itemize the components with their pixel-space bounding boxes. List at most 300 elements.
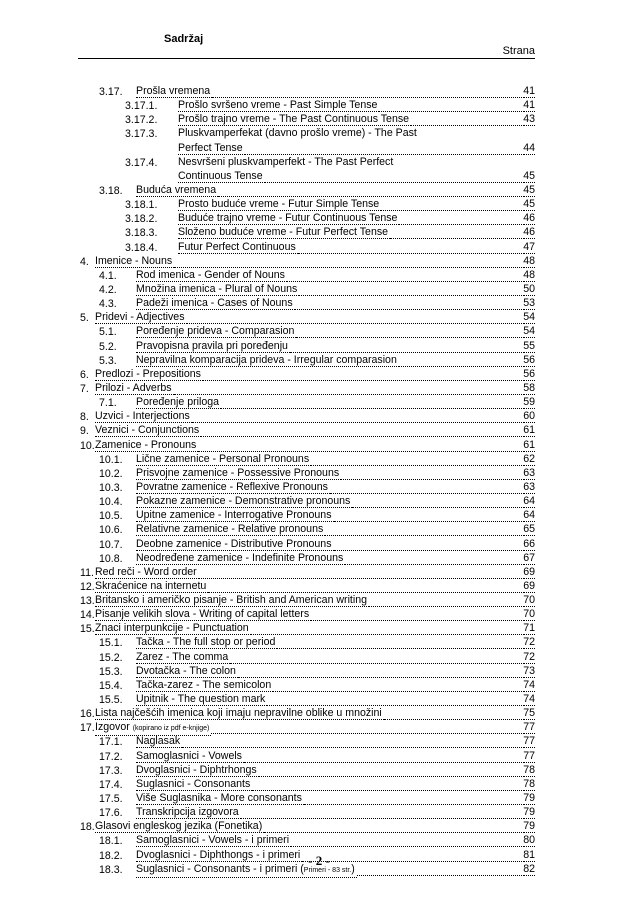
toc-entry[interactable] bbox=[0, 113, 638, 127]
toc-entry-page: 75 bbox=[523, 707, 535, 720]
toc-dot-leader bbox=[399, 354, 522, 367]
toc-entry-page: 58 bbox=[523, 381, 535, 394]
toc-entry-number: 3.18.3. bbox=[125, 227, 158, 240]
toc-dot-leader bbox=[298, 241, 522, 254]
toc-entry-title-text: Continuous Tense bbox=[178, 169, 263, 182]
toc-entry-title-text: Dvoglasnici - Diphtrhongs bbox=[136, 763, 257, 776]
toc-entry-title bbox=[95, 368, 203, 381]
toc-entry[interactable] bbox=[0, 283, 638, 297]
toc-entry-title bbox=[136, 269, 287, 282]
toc-entry-page: 60 bbox=[523, 410, 535, 423]
toc-dot-leader bbox=[230, 651, 522, 664]
toc-entry-title bbox=[95, 311, 187, 324]
toc-entry-page: 53 bbox=[523, 297, 535, 310]
toc-entry-title-text: Neodređene zamenice - Indefinite Pronouns bbox=[136, 551, 344, 564]
toc-entry-number: 10.7. bbox=[99, 538, 123, 551]
toc-entry[interactable] bbox=[0, 481, 638, 495]
toc-entry-title-text: Buduća vremena bbox=[136, 183, 217, 196]
toc-entry-title bbox=[95, 721, 211, 736]
toc-entry-page: 54 bbox=[523, 311, 535, 324]
page-title: Sadržaj bbox=[164, 33, 204, 45]
toc-entry[interactable] bbox=[0, 509, 638, 523]
toc-entry-title bbox=[178, 198, 381, 211]
toc-entry-title-text: Zamenice - Pronouns bbox=[95, 438, 197, 451]
toc-dot-leader bbox=[265, 170, 523, 183]
toc-entry-page: 59 bbox=[523, 396, 535, 409]
toc-entry[interactable] bbox=[0, 354, 638, 368]
toc-entry[interactable] bbox=[0, 552, 638, 566]
toc-entry-number: 17.2. bbox=[99, 750, 123, 763]
toc-entry-page: 43 bbox=[523, 113, 535, 126]
toc-entry[interactable] bbox=[0, 750, 638, 764]
toc-entry-title bbox=[136, 340, 290, 353]
toc-entry-page: 65 bbox=[523, 523, 535, 536]
toc-entry[interactable] bbox=[0, 834, 638, 848]
toc-entry-page: 56 bbox=[523, 367, 535, 380]
toc-entry[interactable] bbox=[0, 99, 638, 113]
toc-entry[interactable] bbox=[0, 198, 638, 212]
toc-entry-title bbox=[136, 467, 341, 480]
toc-entry-title-text: Skraćenice na internetu bbox=[95, 579, 207, 592]
toc-entry-number: 15.4. bbox=[99, 679, 123, 692]
toc-entry-page: 66 bbox=[523, 537, 535, 550]
toc-entry-page: 62 bbox=[523, 452, 535, 465]
toc-entry-title bbox=[136, 679, 273, 692]
toc-entry-title bbox=[178, 226, 390, 239]
toc-dot-leader bbox=[390, 226, 522, 239]
toc-entry[interactable] bbox=[0, 495, 638, 509]
toc-entry-title-text: Red reči - Word order bbox=[95, 565, 197, 578]
toc-dot-leader bbox=[291, 834, 522, 847]
toc-entry-number: 10.2. bbox=[99, 467, 123, 480]
toc-entry[interactable] bbox=[0, 170, 638, 184]
toc-entry-page: 41 bbox=[523, 99, 535, 112]
toc-entry-number: 8. bbox=[80, 411, 89, 424]
toc-entry-page: 72 bbox=[523, 636, 535, 649]
toc-entry-page: 79 bbox=[523, 792, 535, 805]
toc-dot-leader bbox=[369, 594, 522, 607]
toc-dot-leader bbox=[238, 665, 522, 678]
toc-entry-title-text: Uzvici - Interjections bbox=[95, 410, 190, 423]
toc-dot-leader bbox=[399, 212, 522, 225]
toc-entry[interactable] bbox=[0, 85, 638, 99]
toc-entry-title-text: Izgovor bbox=[95, 721, 133, 734]
toc-entry-title bbox=[136, 792, 304, 805]
toc-entry-title bbox=[136, 481, 330, 494]
toc-entry[interactable] bbox=[0, 297, 638, 311]
toc-entry-number: 18.1. bbox=[99, 835, 123, 848]
toc-entry-title bbox=[136, 325, 296, 338]
toc-entry[interactable] bbox=[0, 311, 638, 325]
toc-entry-title-text: Množina imenica - Plural of Nouns bbox=[136, 282, 298, 295]
toc-dot-leader bbox=[334, 538, 523, 551]
toc-entry-page: 61 bbox=[523, 424, 535, 437]
toc-entry-number: 4.1. bbox=[99, 269, 117, 282]
toc-entry[interactable] bbox=[0, 580, 638, 594]
toc-entry[interactable] bbox=[0, 142, 638, 156]
toc-entry-page: 64 bbox=[523, 509, 535, 522]
toc-entry-title-text: Više Suglasnika - More consonants bbox=[136, 792, 302, 805]
toc-dot-leader bbox=[221, 396, 522, 409]
toc-entry-title bbox=[136, 453, 311, 466]
toc-entry-title-text: Prošlo svršeno vreme - Past Simple Tense bbox=[178, 99, 378, 112]
toc-entry-title bbox=[95, 580, 208, 593]
toc-entry-title bbox=[178, 170, 265, 183]
toc-entry[interactable] bbox=[0, 778, 638, 792]
toc-dot-leader bbox=[384, 707, 522, 720]
toc-dot-leader bbox=[273, 679, 522, 692]
toc-entry-page: 50 bbox=[523, 282, 535, 295]
toc-entry[interactable] bbox=[0, 820, 638, 834]
toc-entry-title-text: Veznici - Conjunctions bbox=[95, 424, 200, 437]
toc-entry-page: 78 bbox=[523, 777, 535, 790]
toc-entry-title-text: Prošlo trajno vreme - The Past Continuous Tense bbox=[178, 113, 410, 126]
toc-dot-leader bbox=[304, 792, 522, 805]
toc-entry[interactable] bbox=[0, 368, 638, 382]
toc-dot-leader bbox=[296, 325, 522, 338]
toc-entry-title bbox=[95, 608, 311, 621]
toc-entry-number: 18.3. bbox=[99, 863, 123, 876]
toc-entry-number: 5.2. bbox=[99, 340, 117, 353]
toc-entry-page: 72 bbox=[523, 650, 535, 663]
toc-entry[interactable] bbox=[0, 424, 638, 438]
toc-entry-title bbox=[178, 212, 399, 225]
toc-entry-number: 3.17.4. bbox=[125, 156, 158, 169]
toc-dot-leader bbox=[212, 85, 522, 98]
toc-entry-title bbox=[136, 523, 325, 536]
toc-entry[interactable] bbox=[0, 608, 638, 622]
toc-entry-page: 69 bbox=[523, 565, 535, 578]
toc-entry-title bbox=[178, 142, 245, 155]
toc-entry-number: 3.18. bbox=[99, 184, 123, 197]
toc-entry-title bbox=[136, 665, 238, 678]
toc-dot-leader bbox=[241, 806, 523, 819]
toc-dot-leader bbox=[187, 311, 523, 324]
toc-entry-title-text: Naglasak bbox=[136, 735, 181, 748]
toc-entry[interactable] bbox=[0, 735, 638, 749]
toc-entry-title-text: Futur Perfect Continuous bbox=[178, 240, 296, 253]
toc-entry-note: Primeri - 83 str. bbox=[303, 866, 352, 874]
toc-entry-title-text: Prilozi - Adverbs bbox=[95, 381, 172, 394]
toc-dot-leader bbox=[411, 113, 522, 126]
toc-entry-title bbox=[136, 750, 244, 763]
toc-dot-leader bbox=[345, 552, 522, 565]
toc-entry-page: 77 bbox=[523, 735, 535, 748]
toc-entry-page: 70 bbox=[523, 608, 535, 621]
toc-entry-title-text: Pridevi - Adjectives bbox=[95, 311, 185, 324]
toc-entry-page: 54 bbox=[523, 325, 535, 338]
toc-entry[interactable] bbox=[0, 156, 638, 170]
toc-dot-leader bbox=[341, 467, 522, 480]
toc-entry[interactable] bbox=[0, 382, 638, 396]
toc-entry-title bbox=[136, 806, 241, 819]
toc-entry-number: 18.2. bbox=[99, 849, 123, 862]
toc-entry[interactable] bbox=[0, 693, 638, 707]
toc-entry-title-text: Dvoglasnici - Diphthongs - i primeri bbox=[136, 848, 301, 861]
toc-entry-title bbox=[136, 495, 352, 508]
toc-entry-number: 3.17.2. bbox=[125, 114, 158, 127]
toc-entry-title-text: Padeži imenica - Cases of Nouns bbox=[136, 297, 293, 310]
toc-entry-number: 17. bbox=[80, 722, 95, 735]
toc-entry-number: 3.18.1. bbox=[125, 199, 158, 212]
toc-entry-number: 13. bbox=[80, 595, 95, 608]
toc-dot-leader bbox=[334, 509, 523, 522]
toc-entry[interactable] bbox=[0, 538, 638, 552]
toc-dot-leader bbox=[192, 410, 522, 423]
toc-entry-title-text: Imenice - Nouns bbox=[95, 254, 173, 267]
toc-entry-title bbox=[95, 255, 174, 268]
toc-entry-number: 18. bbox=[80, 821, 95, 834]
toc-entry[interactable] bbox=[0, 453, 638, 467]
toc-entry[interactable] bbox=[0, 396, 638, 410]
toc-entry-page: 80 bbox=[523, 834, 535, 847]
toc-dot-leader bbox=[174, 255, 522, 268]
toc-entry-title bbox=[136, 538, 334, 551]
toc-entry-title-text: Suglasnici - Consonants bbox=[136, 777, 251, 790]
toc-dot-leader bbox=[311, 608, 522, 621]
toc-dot-leader bbox=[211, 721, 522, 734]
toc-entry-title bbox=[136, 764, 259, 777]
toc-entry-title bbox=[136, 693, 267, 706]
toc-entry[interactable] bbox=[0, 707, 638, 721]
toc-dot-leader bbox=[208, 580, 522, 593]
toc-entry[interactable] bbox=[0, 651, 638, 665]
toc-entry[interactable] bbox=[0, 721, 638, 735]
toc-entry-title-text: Povratne zamenice - Reflexive Pronouns bbox=[136, 480, 328, 493]
toc-entry-title bbox=[95, 622, 251, 635]
toc-entry-number: 10.8. bbox=[99, 552, 123, 565]
toc-entry-title bbox=[95, 594, 369, 607]
toc-entry-number: 3.17.3. bbox=[125, 128, 158, 141]
toc-entry[interactable] bbox=[0, 594, 638, 608]
toc-entry-title bbox=[95, 566, 199, 579]
toc-entry-page: 48 bbox=[523, 254, 535, 267]
toc-entry-number: 7. bbox=[80, 382, 89, 395]
toc-entry[interactable] bbox=[0, 241, 638, 255]
toc-entry[interactable] bbox=[0, 439, 638, 453]
toc-entry-title-text: Prošla vremena bbox=[136, 85, 211, 97]
toc-entry-page: 78 bbox=[523, 763, 535, 776]
toc-entry-title bbox=[136, 354, 399, 367]
toc-entry[interactable] bbox=[0, 255, 638, 269]
toc-entry-title bbox=[178, 127, 419, 139]
toc-entry-title-text: Zarez - The comma bbox=[136, 650, 229, 663]
toc-entry-number: 5.3. bbox=[99, 354, 117, 367]
toc-entry-title-text: Rod imenica - Gender of Nouns bbox=[136, 268, 285, 281]
toc-dot-leader bbox=[218, 184, 522, 197]
toc-entry[interactable] bbox=[0, 212, 638, 226]
toc-entry-title bbox=[178, 113, 411, 126]
toc-entry-number: 6. bbox=[80, 368, 89, 381]
toc-entry-number: 4.3. bbox=[99, 298, 117, 311]
toc-entry-title-text: Samoglasnici - Vowels - i primeri bbox=[136, 834, 290, 847]
toc-entry-number: 5.1. bbox=[99, 326, 117, 339]
toc-dot-leader bbox=[311, 453, 522, 466]
toc-entry-title-text: Buduće trajno vreme - Futur Continuous Tense bbox=[178, 212, 398, 225]
toc-dot-leader bbox=[199, 566, 523, 579]
toc-entry-page: 63 bbox=[523, 480, 535, 493]
page-column-label: Strana bbox=[502, 45, 535, 57]
toc-entry-title-text: Prisvojne zamenice - Possessive Pronouns bbox=[136, 466, 340, 479]
toc-entry-title-text: Pisanje velikih slova - Writing of capital letters bbox=[95, 608, 310, 621]
toc-entry-page: 70 bbox=[523, 594, 535, 607]
toc-dot-leader bbox=[259, 764, 522, 777]
toc-entry-number: 5. bbox=[80, 312, 89, 325]
toc-entry-title-text: Znaci interpunkcije - Punctuation bbox=[95, 622, 249, 635]
toc-dot-leader bbox=[251, 622, 523, 635]
toc-entry-title-text: Tačka-zarez - The semicolon bbox=[136, 678, 272, 691]
toc-entry-page: 71 bbox=[523, 622, 535, 635]
toc-entry-title bbox=[136, 396, 221, 409]
toc-entry-page: 47 bbox=[523, 240, 535, 253]
toc-entry-title bbox=[95, 820, 264, 833]
toc-entry-number: 17.4. bbox=[99, 778, 123, 791]
toc-entry-title bbox=[136, 85, 212, 98]
toc-entry-page: 74 bbox=[523, 693, 535, 706]
toc-entry-page: 81 bbox=[523, 848, 535, 861]
toc-entry-title bbox=[178, 156, 395, 168]
toc-dot-leader bbox=[352, 495, 522, 508]
toc-dot-leader bbox=[201, 424, 522, 437]
toc-entry-number: 12. bbox=[80, 580, 95, 593]
toc-entry-page: 56 bbox=[523, 353, 535, 366]
toc-entry-title-text: Dvotačka - The colon bbox=[136, 664, 236, 677]
header-divider bbox=[78, 58, 535, 59]
toc-entry-page: 79 bbox=[523, 820, 535, 833]
toc-entry-title bbox=[136, 283, 299, 296]
toc-entry-number: 10. bbox=[80, 439, 95, 452]
toc-entry-number: 9. bbox=[80, 425, 89, 438]
toc-entry-title-text: Samoglasnici - Vowels bbox=[136, 749, 242, 762]
toc-entry[interactable] bbox=[0, 665, 638, 679]
toc-entry-title-text: Deobne zamenice - Distributive Pronouns bbox=[136, 537, 332, 550]
toc-entry-number: 17.1. bbox=[99, 736, 123, 749]
toc-dot-leader bbox=[182, 735, 522, 748]
toc-entry-title bbox=[136, 636, 277, 649]
toc-entry[interactable] bbox=[0, 467, 638, 481]
toc-entry-number: 16. bbox=[80, 708, 95, 721]
toc-entry[interactable] bbox=[0, 792, 638, 806]
toc-entry-page: 45 bbox=[523, 169, 535, 182]
toc-entry[interactable] bbox=[0, 764, 638, 778]
toc-entry-page: 77 bbox=[523, 721, 535, 734]
toc-entry-title-text: Poređenje prideva - Comparasion bbox=[136, 325, 295, 338]
toc-entry-page: 67 bbox=[523, 551, 535, 564]
toc-entry-title-text: Suglasnici - Consonants - i primeri ( bbox=[136, 862, 304, 875]
toc-entry-number: 11. bbox=[80, 566, 94, 579]
toc-dot-leader bbox=[252, 778, 522, 791]
toc-entry-title-text: Lista najčešćih imenica koji imaju nepravilne oblike u množini bbox=[95, 707, 382, 720]
toc-entry[interactable] bbox=[0, 340, 638, 354]
toc-entry[interactable] bbox=[0, 127, 638, 141]
toc-entry[interactable] bbox=[0, 226, 638, 240]
toc-entry-title-text: Poređenje priloga bbox=[136, 396, 220, 409]
toc-entry-page: 61 bbox=[523, 438, 535, 451]
toc-entry[interactable] bbox=[0, 636, 638, 650]
toc-entry-number: 10.3. bbox=[99, 481, 123, 494]
toc-dot-leader bbox=[295, 297, 523, 310]
toc-dot-leader bbox=[325, 523, 522, 536]
toc-entry-title-text: Nesvršeni pluskvamperfekt - The Past Perfect bbox=[178, 155, 394, 168]
toc-entry-title bbox=[95, 382, 174, 395]
toc-entry[interactable] bbox=[0, 566, 638, 580]
toc-entry-page: 77 bbox=[523, 749, 535, 762]
toc-entry-title-text: Perfect Tense bbox=[178, 141, 243, 154]
toc-entry-title-text: Transkripcija izgovora bbox=[136, 806, 239, 819]
toc-entry-number: 10.4. bbox=[99, 496, 123, 509]
toc-entry-title bbox=[136, 552, 345, 565]
toc-entry-number: 4.2. bbox=[99, 283, 117, 296]
toc-entry[interactable] bbox=[0, 410, 638, 424]
toc-dot-leader bbox=[299, 283, 522, 296]
toc-entry[interactable] bbox=[0, 523, 638, 537]
toc-entry-number: 3.18.4. bbox=[125, 241, 158, 254]
toc-entry-page: 74 bbox=[523, 678, 535, 691]
toc-entry-title bbox=[136, 651, 230, 664]
toc-entry[interactable] bbox=[0, 269, 638, 283]
toc-entry-number: 10.5. bbox=[99, 510, 123, 523]
toc-entry-number: 3.17.1. bbox=[125, 100, 158, 113]
toc-entry-page: 46 bbox=[523, 212, 535, 225]
toc-entry-number: 15.5. bbox=[99, 694, 123, 707]
toc-entry-title-text: Pokazne zamenice - Demonstrative pronouns bbox=[136, 495, 351, 508]
toc-entry-number: 7.1. bbox=[99, 397, 117, 410]
toc-entry[interactable] bbox=[0, 184, 638, 198]
page-number: - 2 - bbox=[308, 853, 330, 868]
toc-entry-number: 17.3. bbox=[99, 764, 123, 777]
toc-entry-page: 73 bbox=[523, 664, 535, 677]
toc-entry-page: 44 bbox=[523, 141, 535, 154]
toc-entry-page: 64 bbox=[523, 495, 535, 508]
toc-entry[interactable] bbox=[0, 679, 638, 693]
toc-dot-leader bbox=[174, 382, 523, 395]
toc-entry-title bbox=[95, 439, 198, 452]
toc-entry-page: 79 bbox=[523, 806, 535, 819]
toc-entry-number: 10.6. bbox=[99, 524, 123, 537]
toc-entry-title-text: Relativne zamenice - Relative pronouns bbox=[136, 523, 324, 536]
toc-entry-title bbox=[178, 99, 379, 112]
toc-entry-page: 45 bbox=[523, 183, 535, 196]
toc-entry-title-text: Tačka - The full stop or period bbox=[136, 636, 276, 649]
toc-entry-number: 15.1. bbox=[99, 637, 123, 650]
toc-entry-number: 14. bbox=[80, 609, 95, 622]
toc-entry-title-text: Nepravilna komparacija prideva - Irregular comparasion bbox=[136, 353, 397, 366]
toc-entry-title-text: Britansko i američko pisanje - British and American writing bbox=[95, 594, 368, 607]
toc-entry-page: 63 bbox=[523, 466, 535, 479]
toc-entry[interactable] bbox=[0, 806, 638, 820]
toc-entry-title bbox=[95, 424, 201, 437]
toc-dot-leader bbox=[290, 340, 522, 353]
toc-entry-title bbox=[95, 410, 192, 423]
toc-entry-title-text: Složeno buduće vreme - Futur Perfect Tense bbox=[178, 226, 389, 239]
toc-entry-title bbox=[136, 297, 295, 310]
toc-dot-leader bbox=[198, 439, 522, 452]
toc-entry[interactable] bbox=[0, 325, 638, 339]
toc-entry-title-text: Lične zamenice - Personal Pronouns bbox=[136, 452, 310, 465]
toc-entry-number: 4. bbox=[80, 255, 89, 268]
toc-entry-title bbox=[136, 509, 334, 522]
toc-entry-number: 10.1. bbox=[99, 453, 123, 466]
toc-entry[interactable] bbox=[0, 622, 638, 636]
toc-entry-title-text: Pluskvamperfekat (davno prošlo vreme) - The Past bbox=[178, 127, 417, 140]
toc-entry-title bbox=[136, 735, 182, 748]
toc-entry-page: 48 bbox=[523, 268, 535, 281]
toc-dot-leader bbox=[379, 99, 522, 112]
toc-dot-leader bbox=[245, 142, 523, 155]
toc-entry-note: (kopirano iz pdf e-knjige) bbox=[132, 725, 210, 733]
toc-entry-title-text: Predlozi - Prepositions bbox=[95, 367, 201, 380]
toc-dot-leader bbox=[244, 750, 522, 763]
